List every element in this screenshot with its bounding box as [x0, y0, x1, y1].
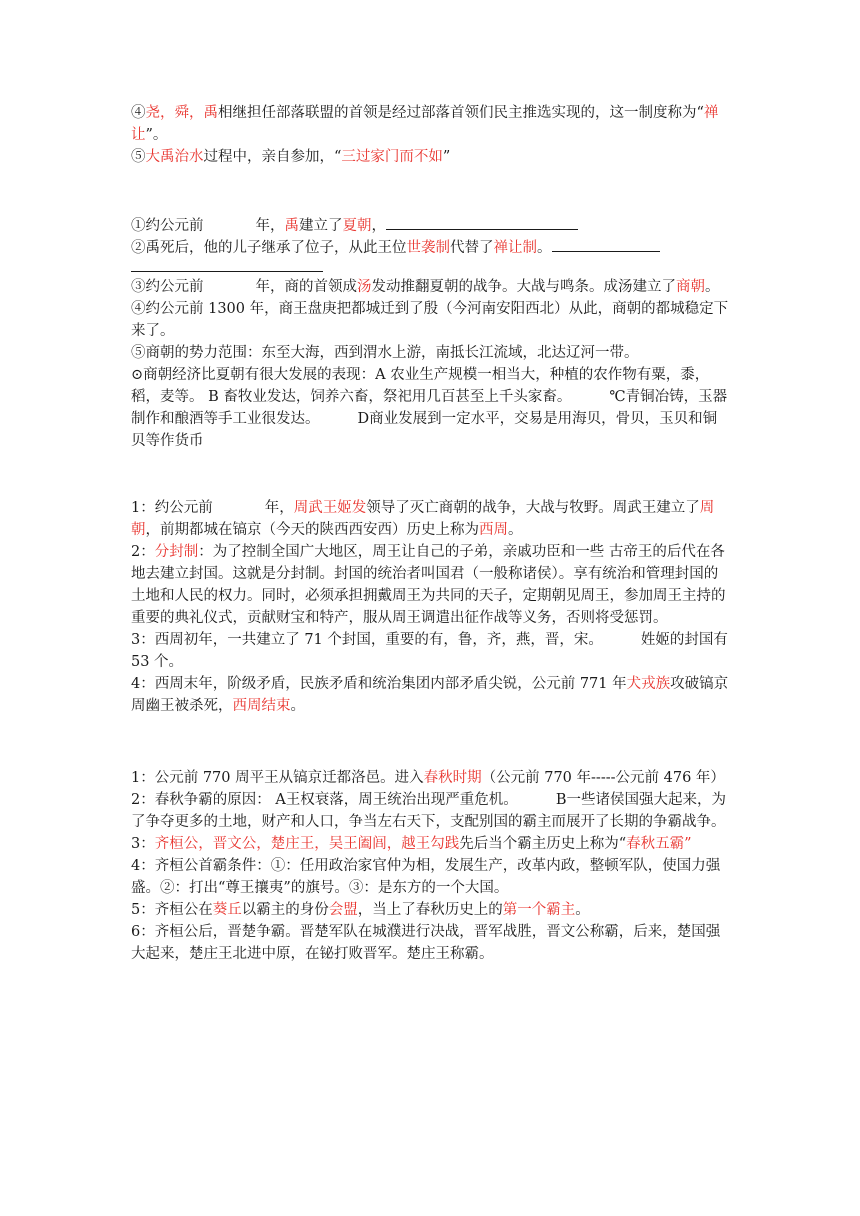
text: ④	[131, 105, 146, 121]
paragraph-jin-chu: 6：齐桓公后，晋楚争霸。晋楚军队在城濮进行决战，晋军战胜，晋文公称霸，后来，楚国强大起来，楚庄王北进中原，在铋打败晋军。楚庄王称霸。	[131, 924, 721, 962]
highlight-huimeng: 会盟	[328, 902, 358, 918]
text: 年，	[264, 500, 294, 516]
text: 年，商的首领成	[255, 279, 357, 295]
paragraph-zhengba-reasons	[131, 789, 731, 833]
paragraph-five-hegemons	[131, 833, 731, 855]
text: ℃青铜冶铸，玉器制作和酿酒等手工业很发达。	[131, 389, 728, 427]
paragraph-dayu	[131, 146, 731, 168]
text: 攻破镐京周幽王被杀死，	[131, 676, 729, 714]
text: 。	[537, 240, 552, 256]
text: ⊙商朝经济比夏朝有很大发展的表现：A 农业生产规模一相当大，种植的农作物有粟，黍，稻，麦等。 B 畜牧业发达，饲养六畜，祭祀用几百甚至上千头家畜。	[131, 367, 710, 405]
highlight-shang: 商朝	[676, 279, 705, 295]
paragraph-shang-territory: ⑤商朝的势力范围：东至大海，西到渭水上游，南抵长江流域，北达辽河一带。	[131, 345, 639, 361]
paragraph-qi-conditions: 4：齐桓公首霸条件：①：任用政治家官仲为相，发展生产，改革内政，整顿军队，使国力强盛。②：打出“尊王攘夷”的旗号。③：是东方的一个大国。	[131, 858, 721, 896]
text: 1：公元前 770 周平王从镐京迁都洛邑。进入	[131, 770, 424, 786]
highlight-quanrong: 犬戎族	[626, 676, 671, 692]
highlight-shixi: 世袭制	[406, 240, 450, 256]
highlight-quote: 三过家门而不如	[341, 149, 443, 165]
section-spring-autumn	[131, 767, 731, 965]
text: B一些诸侯国强大起来，为了争夺更多的土地，财产和人口，争当左右天下，支配别国的霸主而展开了长期的争霸战争。	[131, 792, 726, 830]
text: 。	[290, 698, 305, 714]
highlight-hegemon: 吴王阖闾	[328, 836, 387, 852]
paragraph-pangeng: ④约公元前 1300 年，商王盘庚把都城迁到了殷（今河南安阳西北）从此，商朝的都城稳定下来了。	[131, 301, 729, 339]
text: ，	[371, 218, 386, 234]
section-xia-shang	[131, 215, 731, 452]
highlight-chunqiu: 春秋时期	[423, 770, 482, 786]
paragraph-shang-economy	[131, 364, 731, 452]
highlight-xia: 夏朝	[342, 218, 372, 234]
highlight-kuiqiu: 葵丘	[212, 902, 242, 918]
highlight-names: 尧，舜，禹	[145, 105, 218, 121]
document-page	[131, 102, 731, 1012]
paragraph-kuiqiu	[131, 899, 731, 921]
highlight-tang: 汤	[357, 279, 372, 295]
highlight-hegemon: 越王勾践	[401, 836, 460, 852]
text: ”。	[145, 127, 168, 143]
text: ”	[442, 149, 451, 165]
text: 建立了	[299, 218, 343, 234]
text: 2：	[131, 544, 155, 560]
text: 。	[508, 522, 523, 538]
text: ，当上了春秋历史上的	[357, 902, 503, 918]
text: 先后当个霸主历史上称为“	[459, 836, 627, 852]
section-yao-shun-yu	[131, 102, 731, 168]
separator: ，	[198, 836, 213, 852]
text: 过程中，亲自参加，“	[203, 149, 342, 165]
paragraph-xia-founding	[131, 215, 731, 237]
highlight-zhou-end: 西周结束	[232, 698, 291, 714]
text: ③约公元前	[131, 279, 204, 295]
paragraph-fenfeng	[131, 541, 731, 629]
highlight-fenfeng: 分封制	[154, 544, 199, 560]
text: ①约公元前	[131, 218, 204, 234]
paragraph-zhou-end	[131, 673, 731, 717]
fill-in-line	[552, 237, 660, 252]
highlight-hegemon: 晋文公	[212, 836, 257, 852]
highlight-hegemon: 齐桓公	[154, 836, 199, 852]
fill-in-line-continued	[131, 259, 323, 272]
separator: ，	[256, 836, 271, 852]
text: 以霸主的身份	[241, 902, 329, 918]
text: 发动推翻夏朝的战争。大战与鸣条。成汤建立了	[371, 279, 676, 295]
paragraph-shixi	[131, 237, 731, 259]
text: D商业发展到一定水平，交易是用海贝，骨贝，玉贝和铜贝等作货币	[131, 411, 718, 449]
text: ”	[684, 836, 692, 852]
text: 1：约公元前	[131, 500, 213, 516]
text: ，前期都城在镐京（今天的陕西西安西）历史上称为	[145, 522, 479, 538]
highlight-hegemon: 楚庄王	[270, 836, 315, 852]
paragraph-chunqiu-start	[131, 767, 731, 789]
text: ⑤	[131, 149, 146, 165]
text: 。	[575, 902, 590, 918]
text: 5：齐桓公在	[131, 902, 213, 918]
text: ②禹死后，他的儿子继承了位子，从此王位	[131, 240, 407, 256]
text: 3：	[131, 836, 155, 852]
text: 2：春秋争霸的原因： A王权衰落，周王统治出现严重危机。	[131, 792, 518, 808]
highlight-wuba: 春秋五霸	[626, 836, 685, 852]
highlight-zhou: 周朝	[131, 500, 715, 538]
highlight-dayu: 大禹治水	[145, 149, 204, 165]
text: 年，	[255, 218, 285, 234]
fill-in-line	[386, 215, 578, 230]
paragraph-zhou-founding	[131, 497, 731, 541]
text: 4：西周末年，阶级矛盾，民族矛盾和统治集团内部矛盾尖锐，公元前 771 年	[131, 676, 627, 692]
paragraph-fiefs	[131, 629, 731, 673]
highlight-xizhou: 西周	[479, 522, 508, 538]
text: （公元前 770 年-----公元前 476 年）	[481, 770, 725, 786]
highlight-shanrang: 禅让	[131, 105, 719, 143]
separator: ，	[314, 836, 329, 852]
text: 。	[705, 279, 720, 295]
text: 领导了灭亡商朝的战争，大战与牧野。周武王建立了	[366, 500, 700, 516]
text: 相继担任部落联盟的首领是经过部落首领们民主推选实现的，这一制度称为“	[218, 105, 704, 121]
section-western-zhou	[131, 497, 731, 717]
highlight-zhou-wu: 周武王姬发	[293, 500, 367, 516]
separator: ，	[386, 836, 402, 852]
text: ：为了控制全国广大地区，周王让自己的子弟，亲戚功臣和一些 古帝王的后代在各地去建立封国。这就是分封制。封国的统治者叫国君（一般称诸侯）。享有统治和管理封国的土地和人民的权力。同时，必须承担拥戴周王为共同的天子，定期朝见周王，参加周王主持的重要的典礼仪式，贡献财宝和特产，服从周王调遣出征作战等义务，否则将受惩罚。	[131, 544, 726, 626]
highlight-yu: 禹	[284, 218, 299, 234]
paragraph-shang-founding	[131, 276, 731, 298]
highlight-shanrang-system: 禅让制	[493, 240, 537, 256]
highlight-first-hegemon: 第一个霸主	[502, 902, 576, 918]
text: 姓姬的封国有 53 个。	[131, 632, 728, 670]
text: 代替了	[450, 240, 494, 256]
paragraph-shanrang	[131, 102, 731, 146]
text: 3：西周初年，一共建立了 71 个封国，重要的有，鲁，齐，燕，晋，宋。	[131, 632, 603, 648]
